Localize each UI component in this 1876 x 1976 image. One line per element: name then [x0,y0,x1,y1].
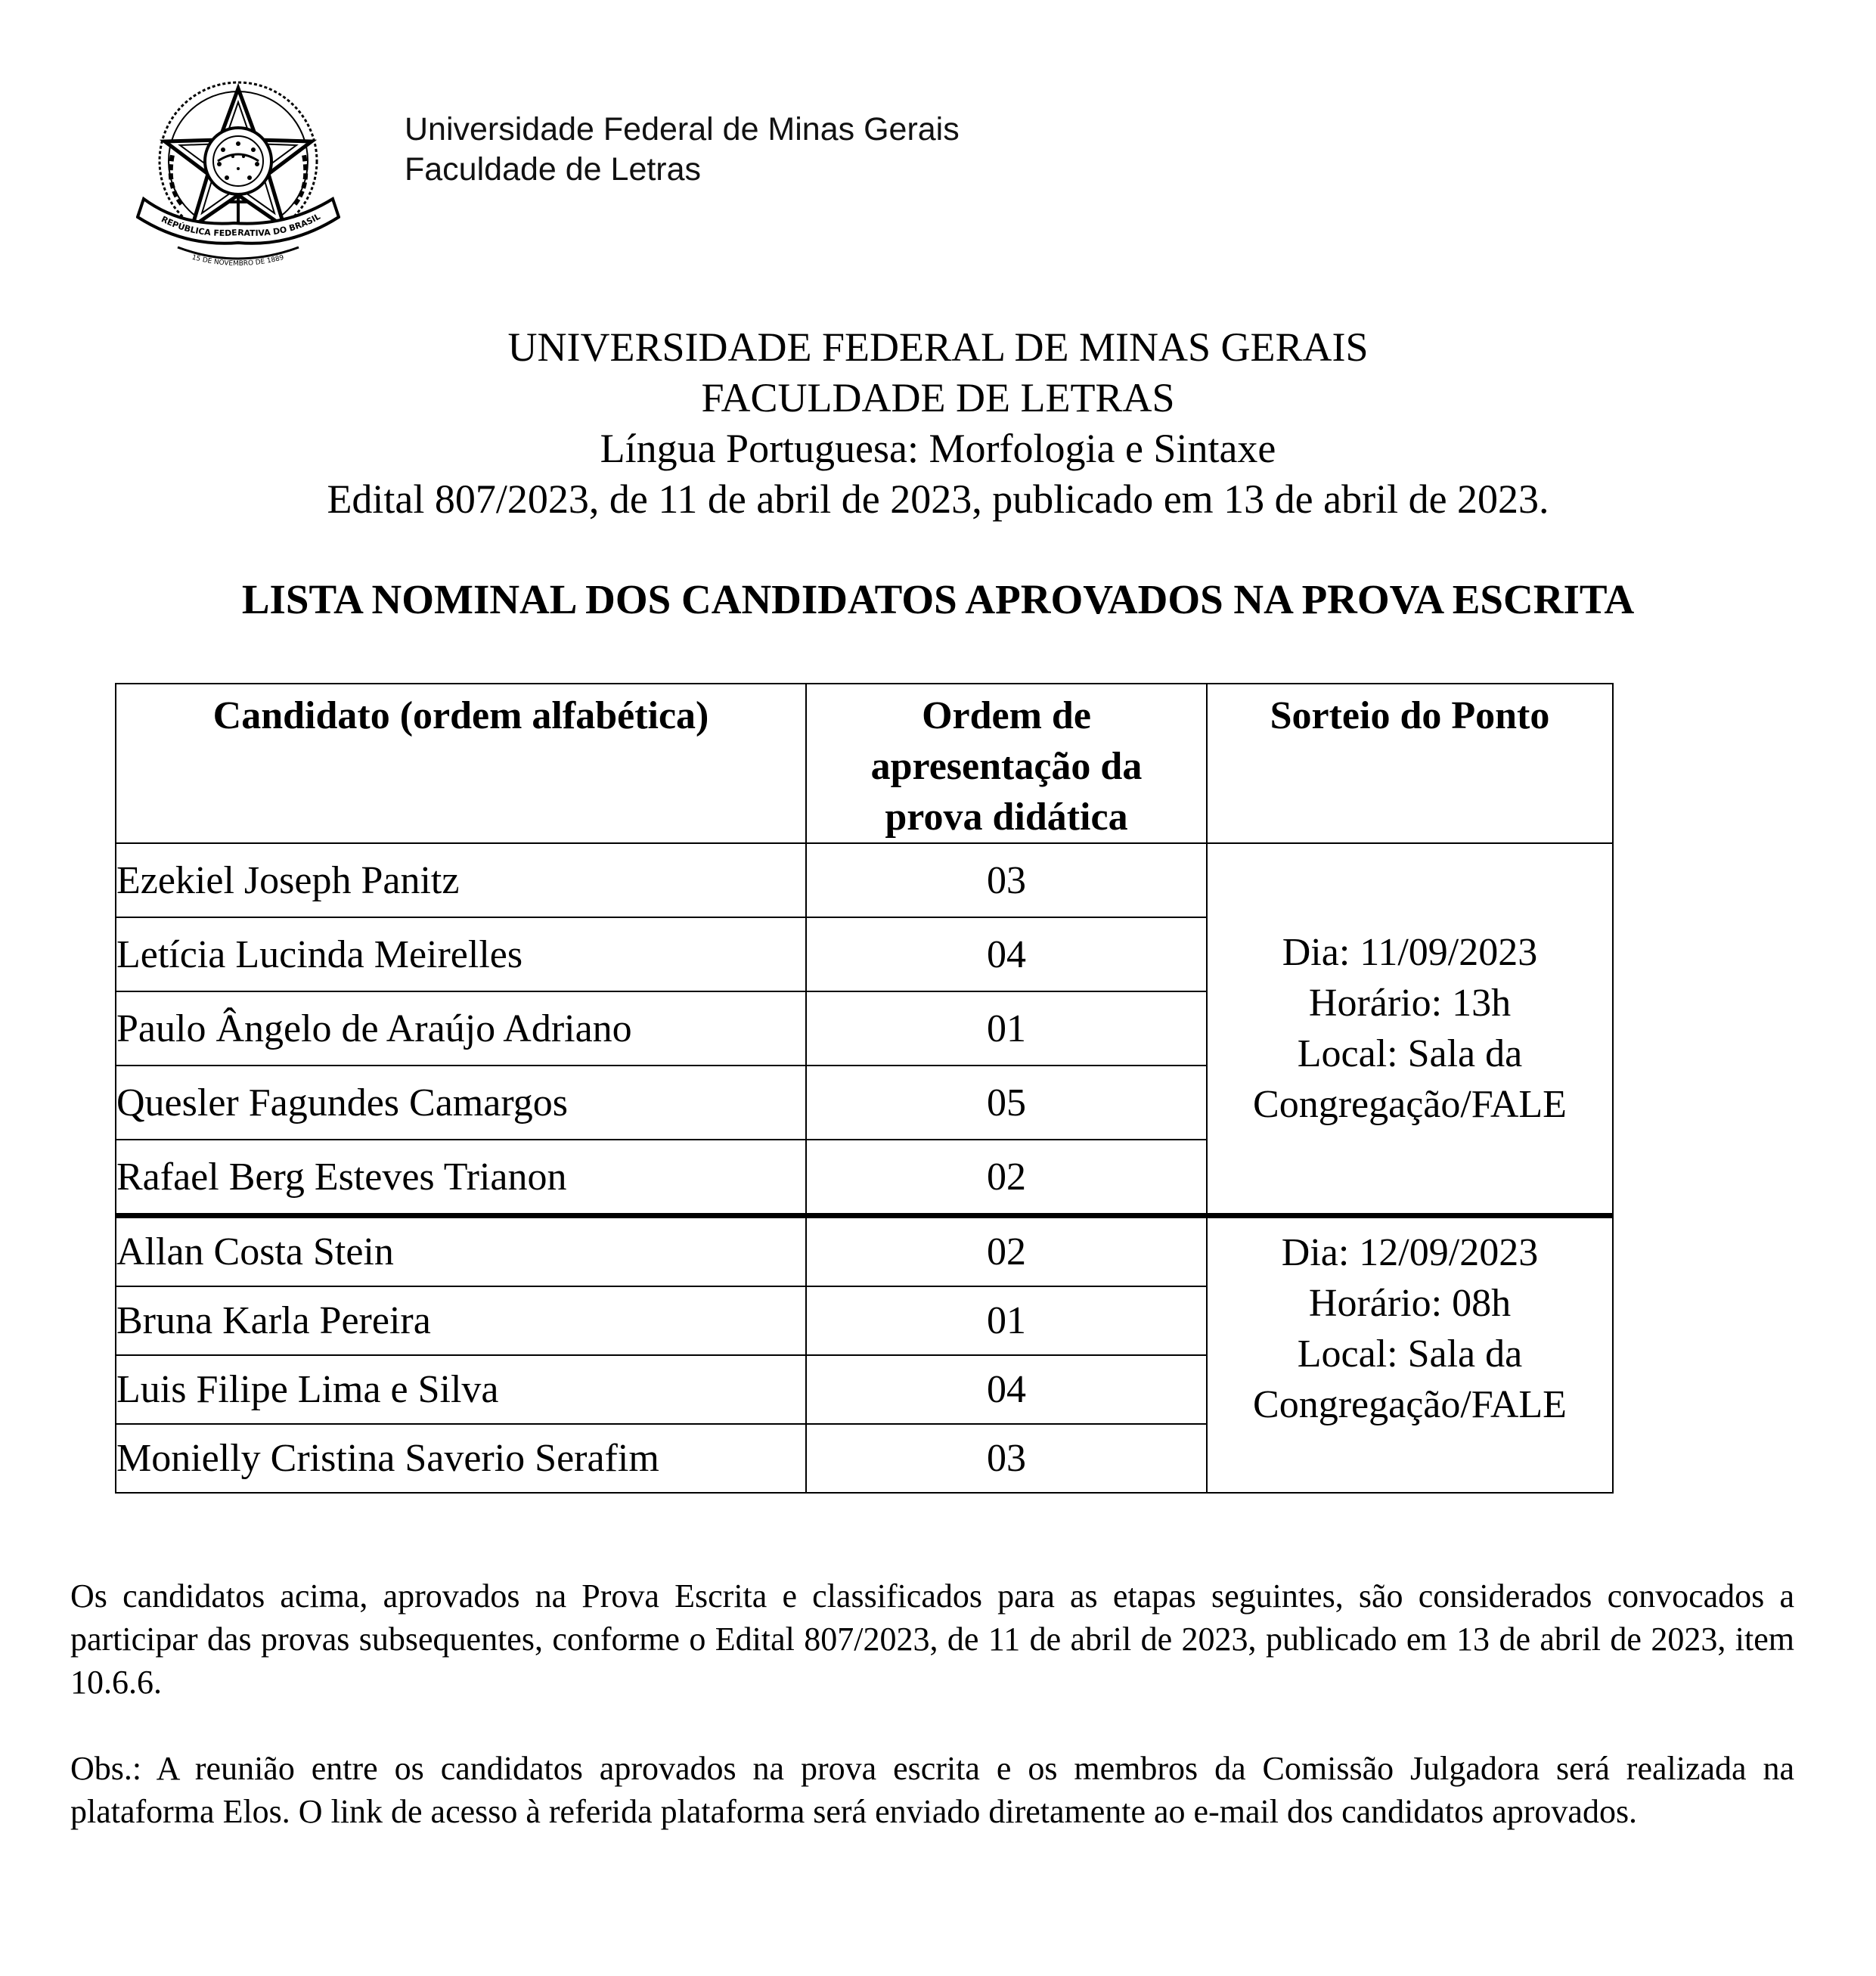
presentation-order: 04 [806,917,1207,991]
observation-paragraph: Obs.: A reunião entre os candidatos aprovados na prova escrita e os membros da Comissão Julgadora será realizada na plataforma Elos. O link de acesso à referida plataforma será enviado diretamente ao e-mail dos candidatos aprovados. [70,1750,1794,1830]
document-header [0,322,1876,525]
col-header-order-line: prova didática [885,796,1128,839]
candidates-table [115,683,1614,1494]
draw-day: Dia: 12/09/2023 [1281,1231,1539,1274]
draw-day: Dia: 11/09/2023 [1282,931,1538,974]
draw-info-group-1 [1207,843,1613,1216]
presentation-order: 03 [806,843,1207,917]
draw-place: Local: Sala da [1297,1332,1523,1376]
draw-time: Horário: 08h [1308,1282,1512,1325]
col-header-order-line: Ordem de [922,694,1091,737]
presentation-order: 02 [806,1216,1207,1287]
draw-place-cont: Congregação/FALE [1253,1083,1567,1126]
coat-of-arms-seal-icon [136,72,340,268]
candidate-name: Letícia Lucinda Meirelles [116,917,806,991]
presentation-order: 03 [806,1424,1207,1493]
institution-line-faculty: Faculdade de Letras [405,151,702,188]
table-row [116,1216,1613,1287]
header-university: UNIVERSIDADE FEDERAL DE MINAS GERAIS [507,324,1369,370]
presentation-order: 05 [806,1066,1207,1140]
candidate-name: Quesler Fagundes Camargos [116,1066,806,1140]
candidate-name: Paulo Ângelo de Araújo Adriano [116,991,806,1066]
draw-time: Horário: 13h [1308,982,1512,1025]
candidate-name: Luis Filipe Lima e Silva [116,1355,806,1424]
presentation-order: 01 [806,991,1207,1066]
candidate-name: Ezekiel Joseph Panitz [116,843,806,917]
draw-place-cont: Congregação/FALE [1253,1383,1567,1426]
header-faculty: FACULDADE DE LETRAS [701,375,1175,420]
col-header-order-line: apresentação da [870,745,1143,788]
col-header-order [806,684,1207,843]
seal-date-text: 15 DE NOVEMBRO DE 1889 [191,253,285,268]
candidate-name: Bruna Karla Pereira [116,1286,806,1355]
presentation-order: 04 [806,1355,1207,1424]
draw-info-group-2 [1207,1216,1613,1494]
presentation-order: 02 [806,1140,1207,1216]
candidate-name: Allan Costa Stein [116,1216,806,1287]
header-subject: Língua Portuguesa: Morfologia e Sintaxe [600,426,1276,471]
col-header-draw: Sorteio do Ponto [1207,684,1613,843]
draw-place: Local: Sala da [1297,1032,1523,1075]
seal-band-text: REPÚBLICA FEDERATIVA DO BRASIL [160,211,322,238]
candidate-name: Rafael Berg Esteves Trianon [116,1140,806,1216]
table-header-row [116,684,1613,843]
table-row [116,843,1613,917]
presentation-order: 01 [806,1286,1207,1355]
institution-line-university: Universidade Federal de Minas Gerais [405,111,960,147]
list-title: LISTA NOMINAL DOS CANDIDATOS APROVADOS NA PROVA ESCRITA [241,576,1635,622]
header-edital: Edital 807/2023, de 11 de abril de 2023, publicado em 13 de abril de 2023. [327,476,1549,522]
convocation-paragraph: Os candidatos acima, aprovados na Prova Escrita e classificados para as etapas seguintes, são considerados convocados a participar das provas subsequentes, conforme o Edital 807/2023, de 11 de abril de 2023, publicado em 13 de abril de 2023, item 10.6.6. [70,1577,1794,1701]
col-header-candidate: Candidato (ordem alfabética) [116,684,806,843]
candidate-name: Monielly Cristina Saverio Serafim [116,1424,806,1493]
institution-heading [405,110,960,190]
